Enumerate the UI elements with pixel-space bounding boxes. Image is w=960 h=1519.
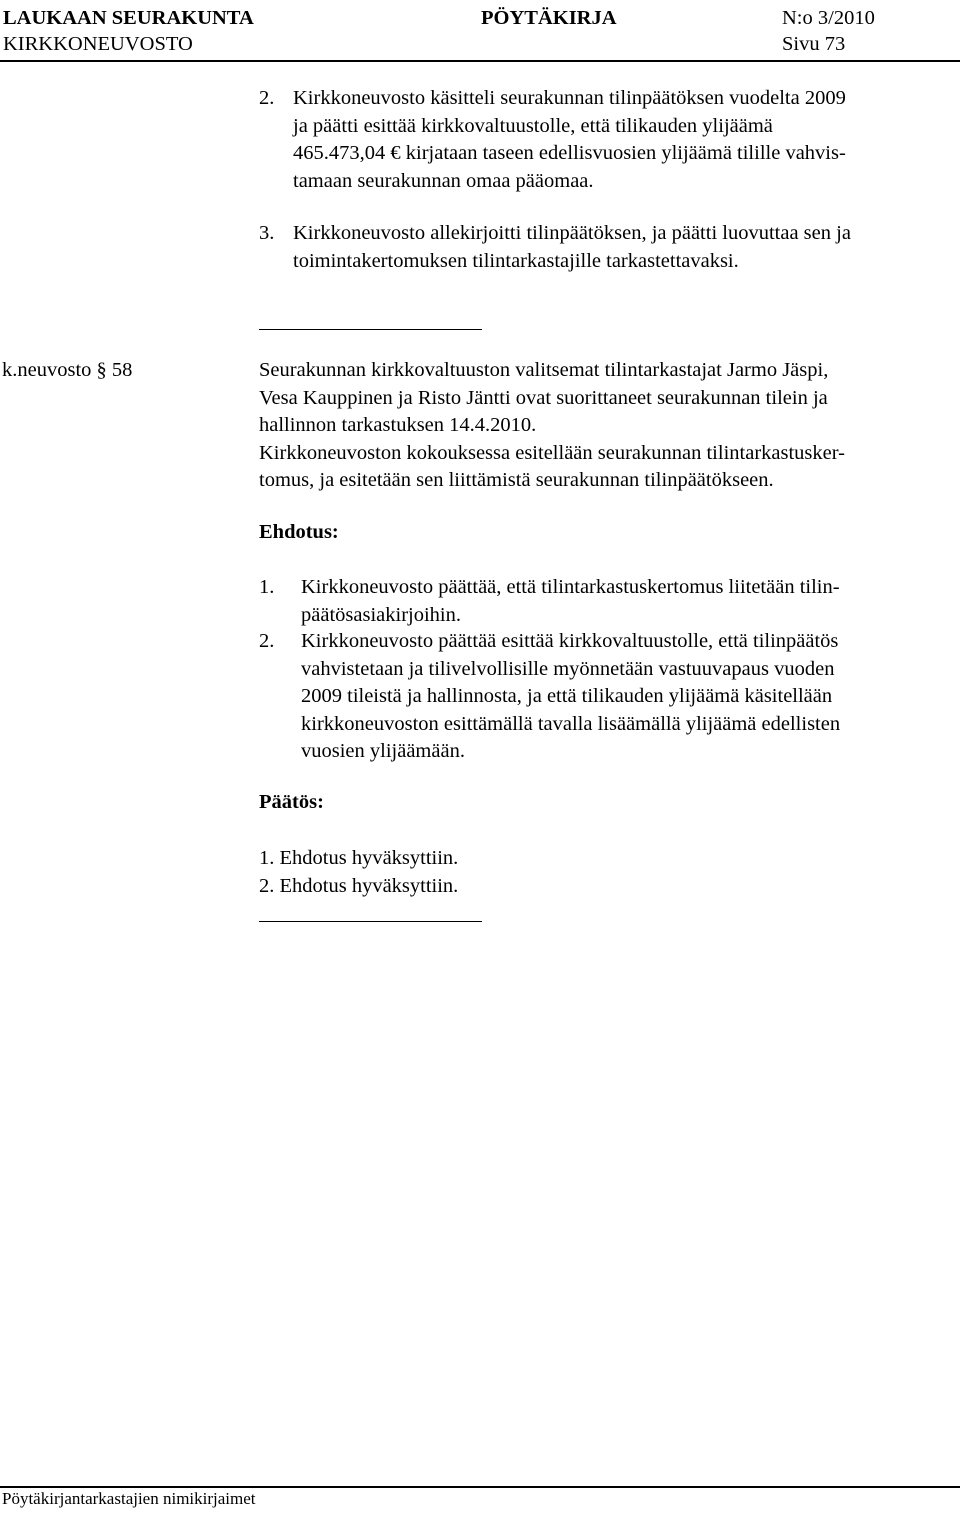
document-type: PÖYTÄKIRJA bbox=[481, 7, 617, 29]
body-name: KIRKKONEUVOSTO bbox=[3, 33, 193, 55]
decision-list bbox=[259, 845, 458, 900]
proposal-item-number: 2. bbox=[259, 630, 275, 652]
list-item-number: 3. bbox=[259, 222, 275, 244]
proposal-item-line: kirkkoneuvoston esittämällä tavalla lisäämällä ylijäämä edellisten bbox=[301, 712, 841, 735]
footer-initials-label: Pöytäkirjantarkastajien nimikirjaimet bbox=[2, 1489, 256, 1508]
list-item-line: Kirkkoneuvosto käsitteli seurakunnan tilinpäätöksen vuodelta 2009 bbox=[293, 87, 846, 109]
intro-line: tomus, ja esitetään sen liittämistä seurakunnan tilinpäätökseen. bbox=[259, 469, 774, 491]
org-name: LAUKAAN SEURAKUNTA bbox=[3, 7, 254, 29]
section-intro bbox=[259, 357, 845, 495]
decision-line: 2. Ehdotus hyväksyttiin. bbox=[259, 874, 459, 897]
list-item-line: toimintakertomuksen tilintarkastajille tarkastettavaksi. bbox=[293, 249, 739, 272]
proposal-item-number: 1. bbox=[259, 576, 275, 598]
intro-line: Seurakunnan kirkkovaltuuston valitsemat tilintarkastajat Jarmo Jäspi, bbox=[259, 359, 829, 381]
intro-line: Kirkkoneuvoston kokouksessa esitellään seurakunnan tilintarkastusker- bbox=[259, 441, 845, 464]
proposal-item bbox=[259, 628, 949, 768]
proposal-item-line: päätösasiakirjoihin. bbox=[301, 603, 461, 626]
header-rule bbox=[0, 60, 960, 62]
footer-rule bbox=[0, 1486, 960, 1488]
proposal-item-line: vahvistetaan ja tilivelvollisille myönnetään vastuuvapaus vuoden bbox=[301, 657, 835, 680]
decision-line: 1. Ehdotus hyväksyttiin. bbox=[259, 847, 459, 869]
list-item bbox=[259, 85, 949, 195]
document-number: N:o 3/2010 bbox=[782, 7, 875, 29]
list-item-number: 2. bbox=[259, 87, 275, 109]
proposal-item-line: 2009 tileistä ja hallinnosta, ja että tilikauden ylijäämä käsitellään bbox=[301, 685, 833, 707]
intro-line: Vesa Kauppinen ja Risto Jäntti ovat suorittaneet seurakunnan tilein ja bbox=[259, 386, 828, 409]
separator-line bbox=[259, 921, 482, 922]
proposal-item bbox=[259, 574, 949, 630]
intro-line: hallinnon tarkastuksen 14.4.2010. bbox=[259, 414, 537, 436]
list-item-line: ja päätti esittää kirkkovaltuustolle, että tilikauden ylijäämä bbox=[293, 114, 773, 137]
decision-heading: Päätös: bbox=[259, 791, 324, 813]
list-item-line: Kirkkoneuvosto allekirjoitti tilinpäätöksen, ja päätti luovuttaa sen ja bbox=[293, 222, 851, 244]
list-item-line: tamaan seurakunnan omaa pääomaa. bbox=[293, 169, 594, 192]
list-item bbox=[259, 220, 949, 276]
proposal-heading: Ehdotus: bbox=[259, 521, 339, 543]
page-number: Sivu 73 bbox=[782, 33, 846, 55]
proposal-item-line: vuosien ylijäämään. bbox=[301, 740, 465, 762]
separator-line bbox=[259, 329, 482, 330]
proposal-item-line: Kirkkoneuvosto päättää esittää kirkkovaltuustolle, että tilinpäätös bbox=[301, 630, 839, 652]
proposal-item-line: Kirkkoneuvosto päättää, että tilintarkastuskertomus liitetään tilin- bbox=[301, 576, 840, 598]
section-reference: k.neuvosto § 58 bbox=[2, 359, 133, 381]
list-item-line: 465.473,04 € kirjataan taseen edellisvuosien ylijäämä tilille vahvis- bbox=[293, 142, 846, 164]
